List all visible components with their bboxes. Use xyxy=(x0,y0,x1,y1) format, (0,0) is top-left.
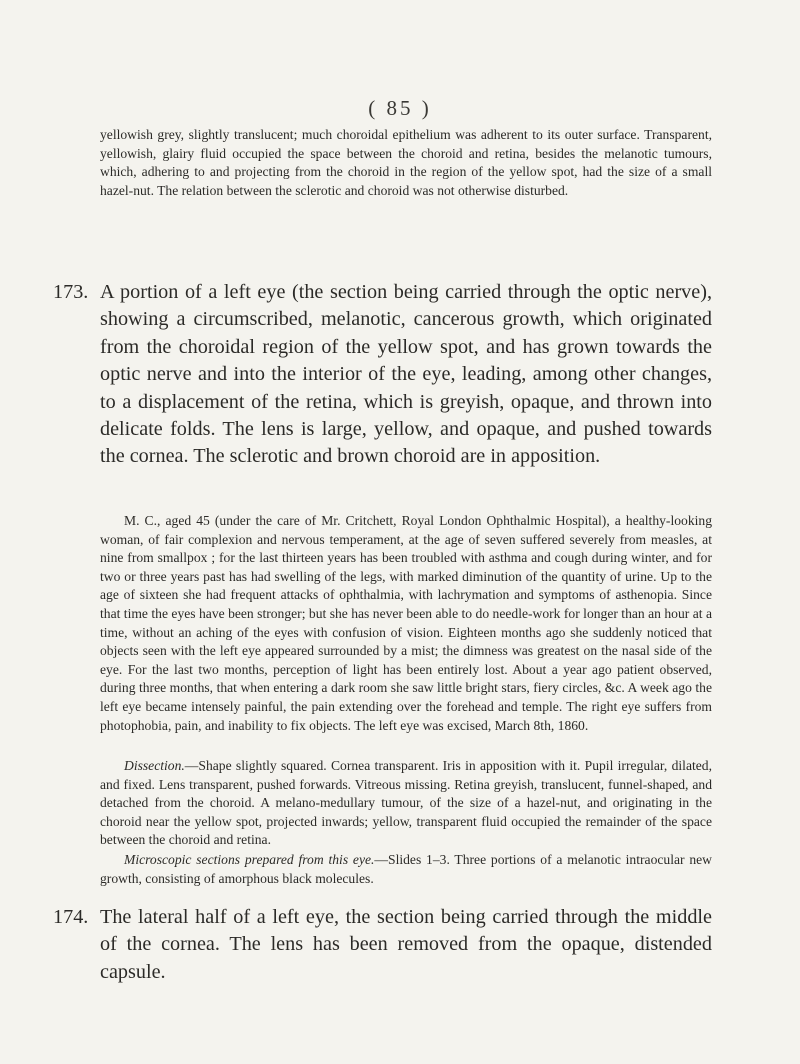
entry-173 xyxy=(53,279,712,471)
dissection-label: Dissection. xyxy=(124,758,185,773)
case-history-text: M. C., aged 45 (under the care of Mr. Critchett, Royal London Ophthalmic Hospital), a healthy-looking woman, of fair complexion and nervous temperament, at the age of seven suffered severely from measles, at nine from smallpox ; for the last thirteen years has been troubled with asthma and cough during winter, and for two or three years past has had swelling of the legs, with marked diminution of the quantity of urine. Up to the age of sixteen she had frequent attacks of ophthalmia, with lachrymation and symptoms of asthenopia. Since that time the eyes have been stronger; but she has never been able to do needle-work for longer than an hour at a time, without an aching of the eyes with confusion of vision. Eighteen months ago she suddenly noticed that objects seen with the left eye appeared surrounded by a mist; the dimness was greatest on the nasal side of the eye. For the last two months, perception of light has been entirely lost. About a year ago patient observed, during three months, that when entering a dark room she saw little bright stars, fiery circles, &c. A week ago the left eye became intensely painful, the pain extending over the forehead and temple. The right eye suffers from photophobia, pain, and inability to fix objects. The left eye was excised, March 8th, 1860. xyxy=(100,513,712,733)
entry-number: 173. xyxy=(53,281,89,303)
microscopic-text: —Slides 1–3. Three portions of a melanotic intraocular new growth, consisting of amorphous black molecules. xyxy=(100,852,712,886)
continuation-text: yellowish grey, slightly translucent; much choroidal epithelium was adherent to its outer surface. Transparent, yellowish, glairy fluid occupied the space between the choroid and retina, besides the melanotic tumours, which, adhering to and projecting from the choroid in the region of the yellow spot, had the size of a small hazel-nut. The relation between the sclerotic and choroid was not otherwise disturbed. xyxy=(100,127,712,198)
microscopic-label: Microscopic sections prepared from this eye. xyxy=(124,852,375,867)
entry-heading xyxy=(53,279,712,471)
page-number: ( 85 ) xyxy=(368,96,432,120)
case-history xyxy=(100,512,712,735)
entry-description: A portion of a left eye (the section being carried through the optic nerve), showing a circumscribed, melanotic, cancerous growth, which originated from the choroidal region of the yellow spot, and has grown towards the optic nerve and into the interior of the eye, leading, among other changes, to a displacement of the retina, which is greyish, opaque, and thrown into delicate folds. The lens is large, yellow, and opaque, and pushed towards the cornea. The sclerotic and brown choroid are in apposition. xyxy=(100,281,712,468)
continuation-paragraph xyxy=(100,126,712,200)
microscopic-paragraph xyxy=(100,851,712,888)
dissection-paragraph xyxy=(100,757,712,850)
entry-174 xyxy=(53,904,712,986)
dissection-notes xyxy=(100,757,712,850)
entry-number: 174. xyxy=(53,906,89,928)
entry-heading xyxy=(53,904,712,986)
entry-description: The lateral half of a left eye, the section being carried through the middle of the cornea. The lens has been removed from the opaque, distended capsule. xyxy=(100,906,712,983)
microscopic-notes xyxy=(100,851,712,888)
dissection-text: —Shape slightly squared. Cornea transparent. Iris in apposition with it. Pupil irregular, dilated, and fixed. Lens transparent, pushed forwards. Vitreous missing. Retina greyish, translucent, funnel-shaped, and detached from the choroid. A melano-medullary tumour, of the size of a hazel-nut, and originating in the choroid near the yellow spot, projected inwards; yellow, transparent fluid occupied the remainder of the space between the choroid and retina. xyxy=(100,758,712,848)
